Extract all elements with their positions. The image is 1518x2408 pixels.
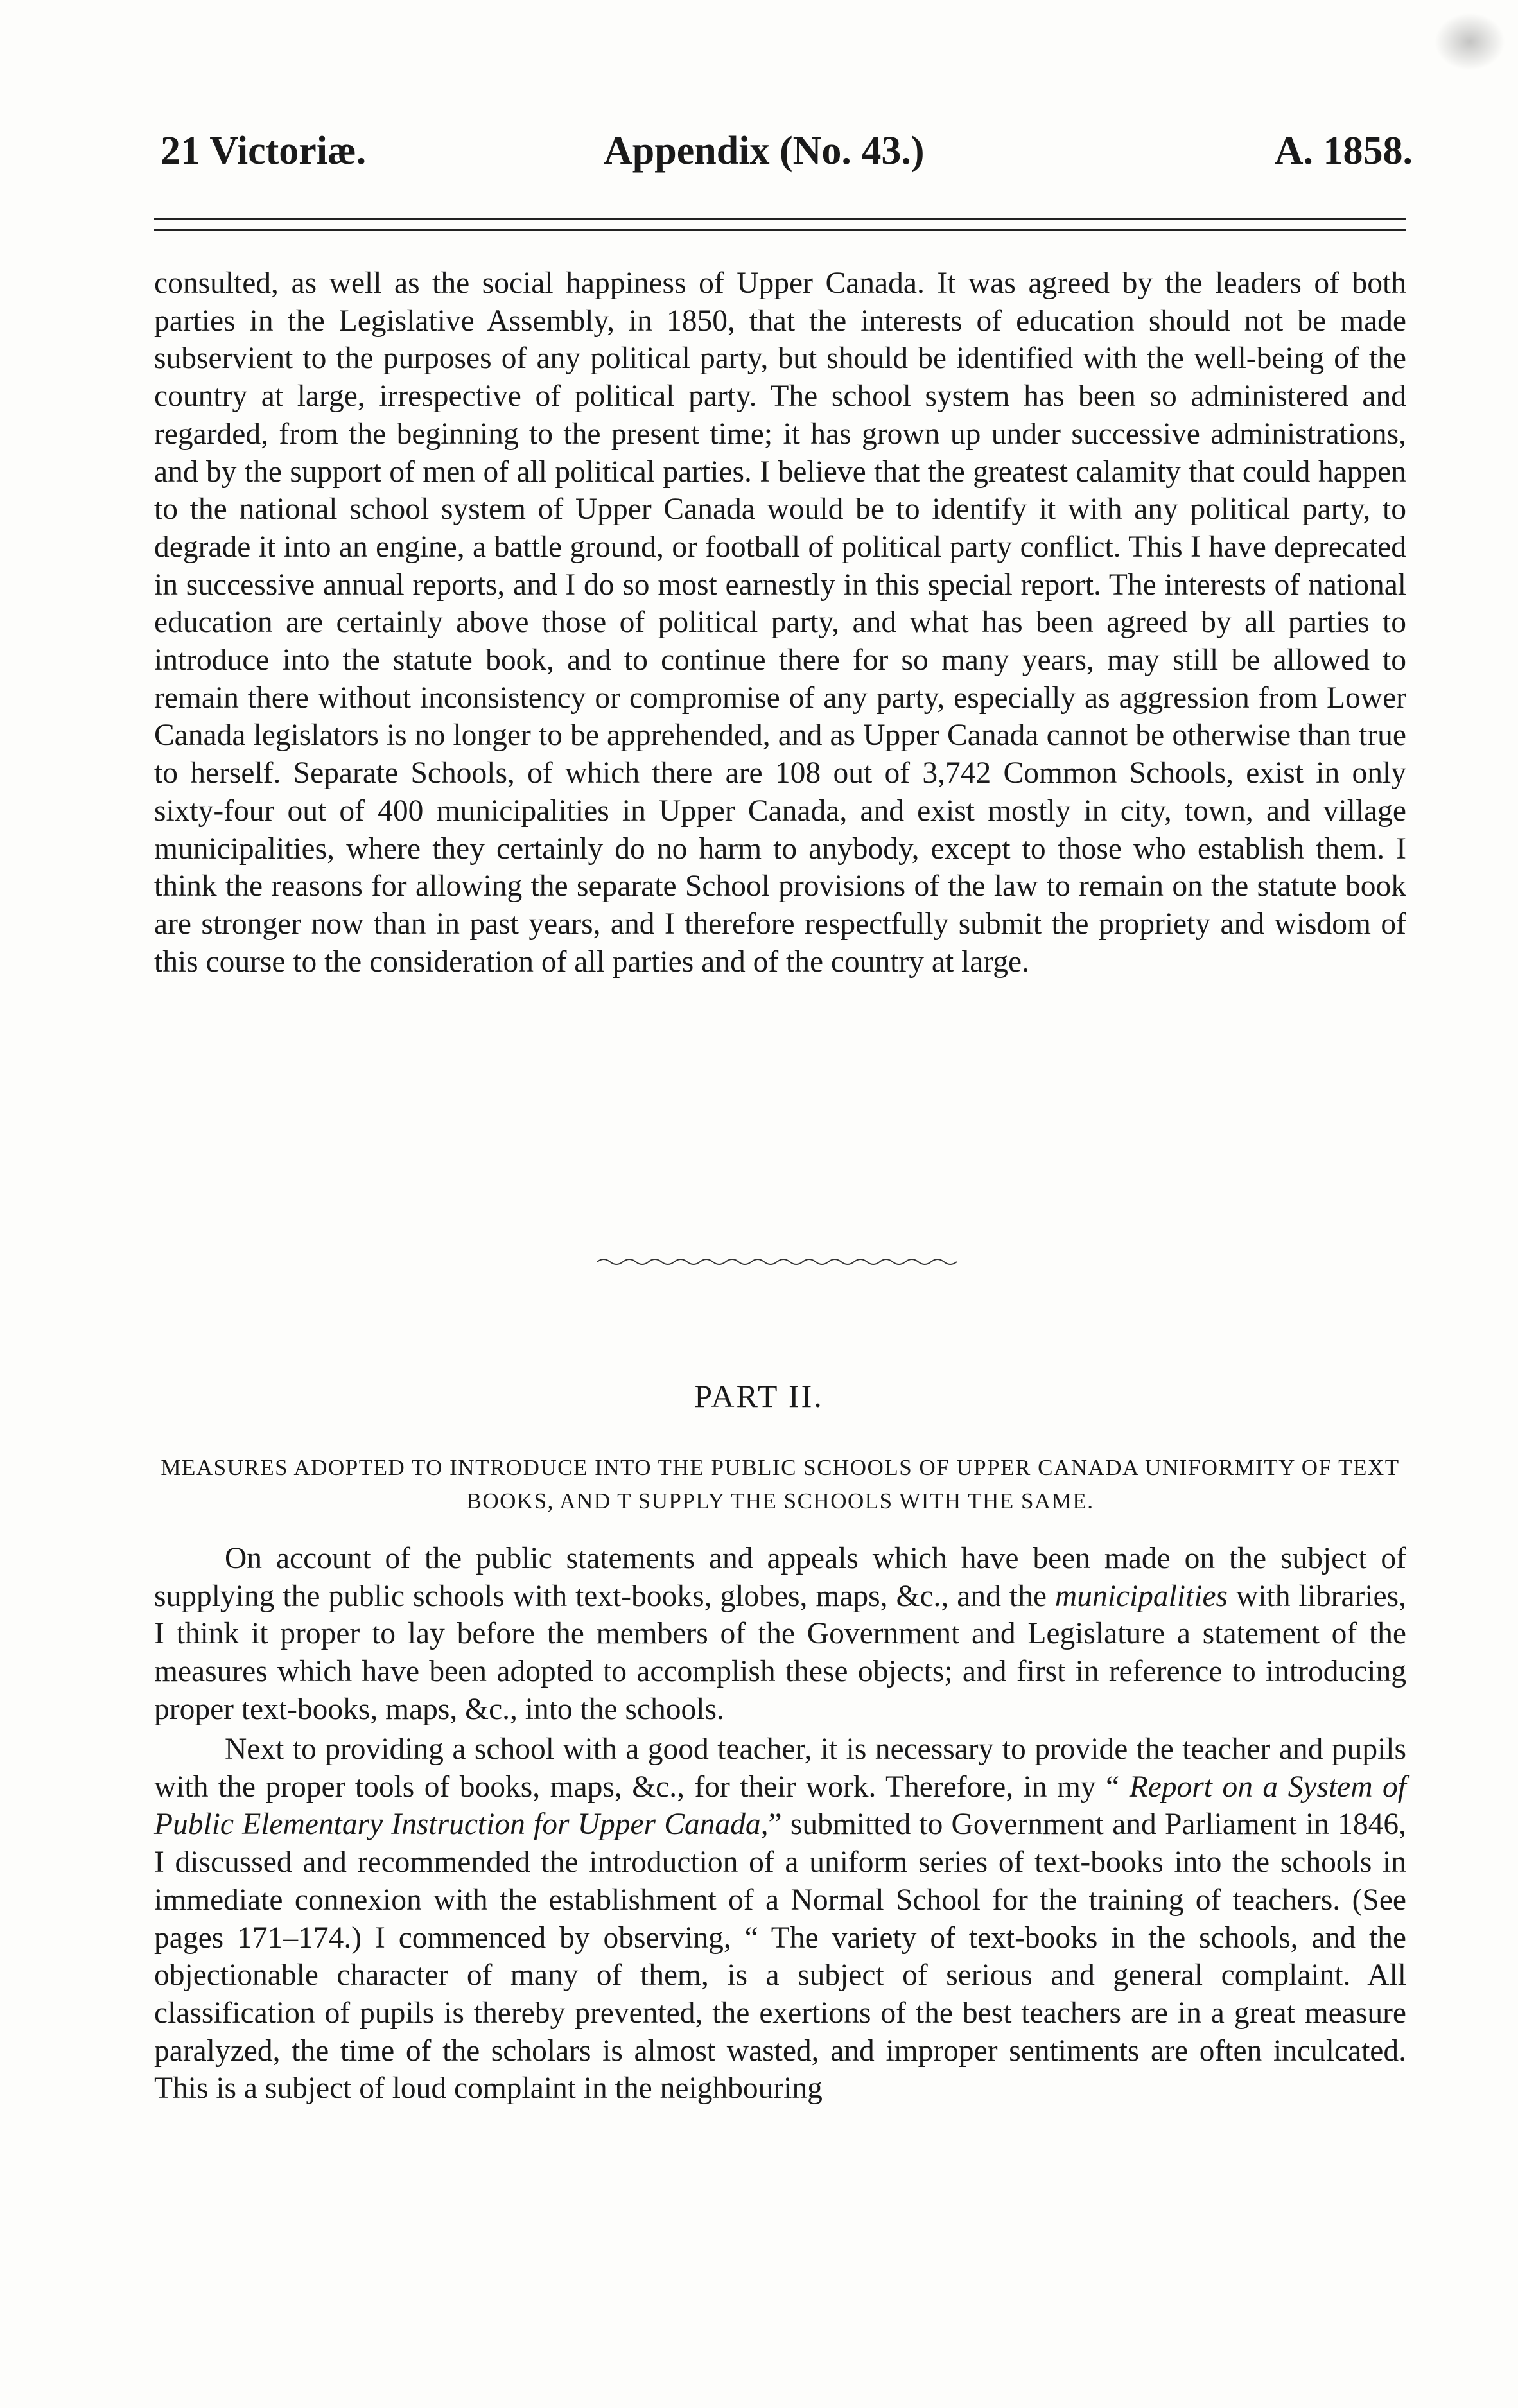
wavy-divider [597, 1255, 957, 1268]
part-heading: PART II. [694, 1378, 824, 1414]
para2-text-a: On account of the public statements and appeals which have been made on the subject of supplying the public schools with text-books, globes, maps, &c., and the [154, 1542, 1406, 1613]
para3-text-a: Next to providing a school with a good teacher, it is necessary to provide the teacher and pupils with the proper tools of books, maps, &c., for their work. Therefore, in my “ [154, 1732, 1406, 1804]
paragraph-continued: consulted, as well as the social happiness of Upper Canada. It was agreed by the leaders of both parties in the Legislative Assembly, in 1850, that the interests of education should not be made subservient to the purposes of any political party, but should be identified with the well-being of the country at large, irrespective of political party. The school system has been so administered and regarded, from the beginning to the present time; it has grown up under successive administrations, and by the support of men of all political parties. I believe that the greatest calamity that could happen to the national school system of Upper Canada would be to identify it with any political party, to degrade it into an engine, a battle ground, or football of political party conflict. This I have deprecated in successive annual reports, and I do so most earnestly in this special report. The interests of national education are certainly above those of political party, and what has been agreed by all parties to introduce into the statute book, and to continue there for so many years, may still be allowed to remain there without inconsistency or compromise of any party, especially as aggression from Lower Canada legislators is no longer to be apprehended, and as Upper Canada cannot be otherwise than true to herself. Separate Schools, of which there are 108 out of 3,742 Common Schools, exist in only sixty-four out of 400 municipalities in Upper Canada, and exist mostly in city, town, and village municipalities, where they certainly do no harm to anybody, except to those who establish them. I think the reasons for allowing the separate School provisions of the law to remain on the statute book are stronger now than in past years, and I therefore respectfully submit the propriety and wisdom of this course to the consideration of all parties and of the country at large. [154, 266, 1406, 979]
para2-text-b: with libraries, I think it proper to lay before the members of the Government and Legislature a statement of the measures which have been adopted to accomplish these objects; and first in reference to introducing proper text-books, maps, &c., into the schools. [154, 1579, 1406, 1726]
part-subheading: MEASURES ADOPTED TO INTRODUCE INTO THE PUBLIC SCHOOLS OF UPPER CANADA UNIFORMITY OF TEXT BOOKS, AND T SUPPLY THE SCHOOLS WITH THE SAME. [161, 1455, 1400, 1514]
para3-italic-report-title: Report on a System of Public Elementary Instruction for Upper Canada, [154, 1770, 1406, 1842]
para2-italic-municipalities: municipalities [1054, 1579, 1228, 1613]
running-header [161, 128, 1413, 199]
paper-blemish [1435, 13, 1505, 71]
header-appendix: Appendix (No. 43.) [604, 129, 925, 173]
header-session: 21 Victoriæ. [161, 129, 367, 173]
header-double-rule [154, 218, 1406, 231]
header-year: A. 1858. [1274, 129, 1413, 173]
paragraph-public-statements [154, 1540, 1406, 1729]
paragraph-text-books [154, 1731, 1406, 2107]
para3-text-b: ” submitted to Government and Parliament in 1846, I discussed and recommended the introduction of a uniform series of text-books into the schools in immediate connexion with the establishment of a Normal School for the training of teachers. (See pages 171–174.) I commenced by observing, “ The variety of text-books in the schools, and the objectionable character of many of them, is a subject of serious and general complaint. All classification of pupils is thereby prevented, the exertions of the best teachers are in a great measure paralyzed, the time of the scholars is almost wasted, and improper sentiments are often inculcated. This is a subject of loud complaint in the neighbouring [154, 1808, 1406, 2106]
